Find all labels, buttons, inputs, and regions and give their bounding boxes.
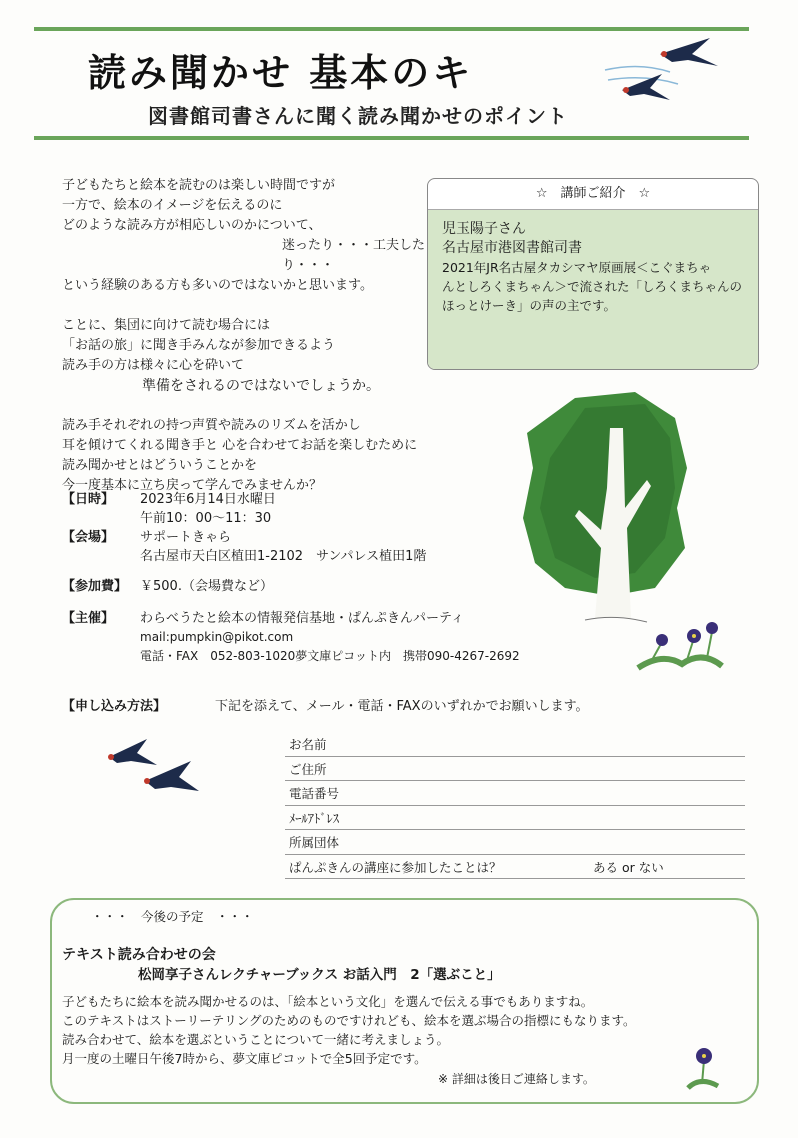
intro-text: [62, 176, 442, 496]
swallow-icon: [109, 739, 157, 765]
field-label: 所属団体: [289, 835, 340, 850]
lecturer-role: 名古屋市港図書館司書: [442, 240, 582, 256]
intro-line: 準備をされるのではないでしょうか。: [142, 378, 380, 394]
lecturer-bio: ほっとけーき」の声の主です。: [442, 298, 617, 313]
form-line-group[interactable]: [285, 830, 745, 855]
form-line-name[interactable]: [285, 732, 745, 757]
swallow-icon: [660, 38, 718, 66]
participation-options: ある or ない: [593, 859, 664, 875]
form-line-participation[interactable]: [285, 855, 745, 880]
event-time: 午前10：00～11：30: [140, 511, 272, 526]
swallows-illustration-left: [95, 735, 205, 803]
intro-line: 今一度基本に立ち戻って学んでみませんか？: [62, 478, 323, 493]
event-host: わらべうたと絵本の情報発信基地・ぱんぷきんパーティ: [140, 611, 464, 626]
intro-line: 子どもたちと絵本を読むのは楽しい時間ですが: [62, 178, 336, 193]
schedule-heading: ・・・ 今後の予定 ・・・: [85, 907, 260, 925]
intro-line: 迷ったり・・・工夫したり・・・: [282, 238, 426, 273]
schedule-note: ※ 詳細は後日ご連絡します。: [438, 1072, 595, 1086]
event-date: 2023年6月14日水曜日: [140, 492, 276, 507]
intro-line: 読み手の方は様々に心を砕いて: [62, 358, 245, 373]
field-label: ﾒｰﾙｱﾄﾞﾚｽ: [289, 810, 340, 826]
field-label: お名前: [289, 737, 327, 752]
host-label: 【主催】: [62, 611, 115, 626]
schedule-line: 子どもたちに絵本を読み聞かせるのは、「絵本という文化」を選んで伝える事でもありますね。: [62, 994, 594, 1009]
swallows-illustration-top: [600, 32, 730, 104]
lecturer-details: [428, 209, 758, 369]
violet-icon: [706, 622, 718, 634]
violet-flowers-illustration: [632, 612, 727, 674]
apply-label: 【申し込み方法】: [62, 699, 167, 714]
schedule-body: [62, 992, 636, 1068]
apply-instructions: 下記を添えて、メール・電話・FAXのいずれかでお願いします。: [215, 699, 589, 714]
intro-line: ことに、集団に向けて読む場合には: [62, 318, 271, 333]
contact-mail: mail:pumpkin@pikot.com: [140, 630, 294, 644]
lecturer-heading: ☆ 講師ご紹介 ☆: [535, 186, 651, 201]
lecturer-name: 児玉陽子さん: [442, 221, 526, 237]
schedule-line: 読み合わせて、絵本を選ぶということについて一緒に考えましょう。: [62, 1032, 450, 1047]
field-label: ご住所: [289, 761, 327, 777]
date-label: 【日時】: [62, 492, 115, 507]
schedule-line: このテキストはストーリーテリングのためのものですけれども、絵本を選ぶ場合の指標にもなります。: [62, 1013, 636, 1028]
intro-line: 「お話の旅」に聞き手みんなが参加できるよう: [62, 338, 336, 353]
page-title: 読み聞かせ 基本のキ: [88, 51, 474, 95]
schedule-line: 月一度の土曜日午後7時から、夢文庫ピコットで全5回予定です。: [62, 1051, 427, 1066]
intro-line: 読み聞かせとはどういうことかを: [62, 458, 258, 473]
intro-line: 耳を傾けてくれる聞き手と 心を合わせてお話を楽しむために: [62, 438, 418, 453]
wind-line: [605, 66, 670, 72]
top-rule: [34, 27, 749, 31]
fee-label: 【参加費】: [62, 579, 128, 594]
schedule-title: テキスト読み合わせの会: [62, 947, 216, 963]
form-line-address[interactable]: [285, 757, 745, 782]
event-info: [62, 490, 520, 666]
tree-illustration: [515, 388, 695, 633]
lecturer-box: [427, 178, 759, 370]
form-line-phone[interactable]: [285, 781, 745, 806]
intro-line: 一方で、絵本のイメージを伝えるのに: [62, 198, 283, 213]
venue-label: 【会場】: [62, 530, 115, 545]
event-venue: サポートきゃら: [140, 530, 232, 545]
intro-line: 読み手それぞれの持つ声質や読みのリズムを活かし: [62, 418, 361, 433]
swallow-icon: [145, 761, 199, 791]
event-address: 名古屋市天白区植田1-2102 サンパレス植田1階: [140, 549, 427, 564]
field-label: ぱんぷきんの講座に参加したことは？: [289, 859, 502, 875]
field-label: 電話番号: [289, 786, 340, 801]
violet-icon: [656, 634, 668, 646]
contact-phone: 電話・FAX 052-803-1020夢文庫ピコット内 携帯090-4267-2692: [140, 649, 520, 663]
page-subtitle: 図書館司書さんに聞く読み聞かせのポイント: [148, 104, 568, 128]
violet-flower-illustration: [680, 1040, 726, 1092]
schedule-subtitle: 松岡享子さんレクチャーブックス お話入門 2「選ぶこと」: [138, 967, 501, 983]
lecturer-bio: んとしろくまちゃん＞で流された「しろくまちゃんの: [442, 279, 743, 294]
intro-line: という経験のある方も多いのではないかと思います。: [62, 278, 373, 293]
application-form: [285, 732, 745, 879]
form-line-email[interactable]: [285, 806, 745, 831]
header-bottom-rule: [34, 136, 749, 140]
intro-line: どのような読み方が相応しいのかについて、: [62, 218, 322, 233]
lecturer-bio: 2021年JR名古屋タカシマヤ原画展＜こぐまちゃ: [442, 260, 712, 275]
event-fee: ￥500.（会場費など）: [140, 579, 273, 594]
